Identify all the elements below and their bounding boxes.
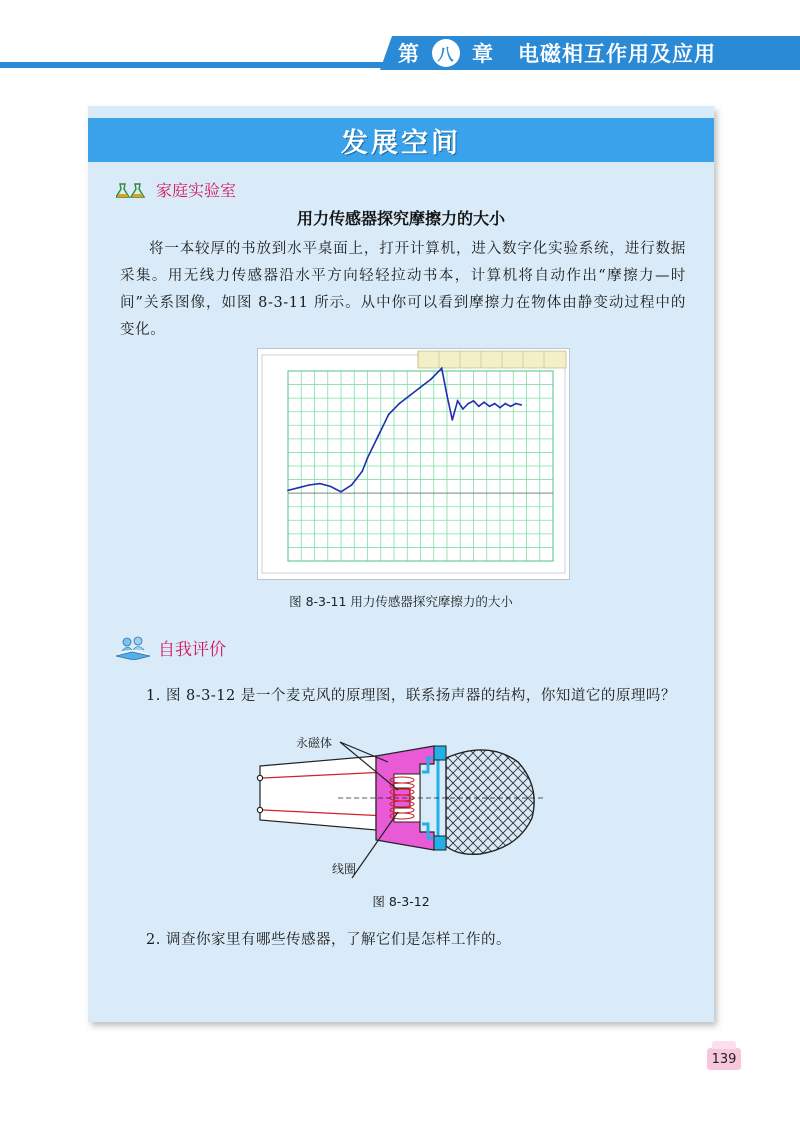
self-evaluation-heading — [114, 634, 226, 660]
page-tab — [712, 1041, 736, 1049]
flask-icon — [116, 182, 150, 198]
chapter-suffix: 章 — [472, 41, 494, 66]
lab-heading-text: 家庭实验室 — [156, 181, 237, 200]
figure-8-3-11-caption: 图 8-3-11 用力传感器探究摩擦力的大小 — [289, 594, 513, 609]
chapter-name: 电磁相互作用及应用 — [518, 41, 716, 66]
label-coil: 线圈 — [332, 862, 357, 876]
page-number — [707, 1048, 741, 1070]
page-number-text: 139 — [711, 1051, 737, 1067]
experiment-title: 用力传感器探究摩擦力的大小 — [296, 209, 505, 228]
figure-8-3-12-caption: 图 8-3-12 — [372, 894, 430, 909]
mic-handle — [260, 756, 376, 830]
question-2: 2. 调查你家里有哪些传感器，了解它们是怎样工作的。 — [146, 932, 511, 948]
chapter-number-badge: 八 — [432, 39, 460, 67]
panel-title-bar — [88, 118, 714, 162]
chapter-prefix: 第 — [398, 41, 420, 66]
friction-time-chart — [258, 349, 569, 579]
microphone-diagram — [248, 728, 548, 888]
book-people-icon — [114, 634, 152, 660]
label-permanent-magnet: 永磁体 — [296, 736, 333, 750]
terminal-bottom — [257, 807, 262, 812]
terminal-top — [257, 775, 262, 780]
diaphragm-edge-top — [434, 746, 446, 760]
mic-mesh-head — [446, 750, 534, 854]
eval-heading-text: 自我评价 — [158, 639, 226, 660]
header-rule — [0, 62, 390, 68]
chapter-header — [0, 36, 800, 70]
development-panel — [88, 106, 714, 1022]
experiment-paragraph: 将一本较厚的书放到水平桌面上，打开计算机，进入数字化实验系统，进行数据采集。用无线力传感器沿水平方向轻轻拉动书本，计算机将自动作出“摩擦力—时间”关系图像，如图 8-3-11 所示。从中你可以看到摩擦力在物体由静变动过程中的变化。 — [120, 241, 686, 338]
friction-chart-screenshot — [257, 348, 570, 580]
diaphragm-edge-bottom — [434, 836, 446, 850]
question-1: 1. 图 8-3-12 是一个麦克风的原理图，联系扬声器的结构，你知道它的原理吗？ — [146, 688, 676, 704]
panel-title: 发展空间 — [341, 127, 461, 159]
lab-section-heading — [116, 178, 236, 201]
chapter-title — [398, 38, 716, 68]
